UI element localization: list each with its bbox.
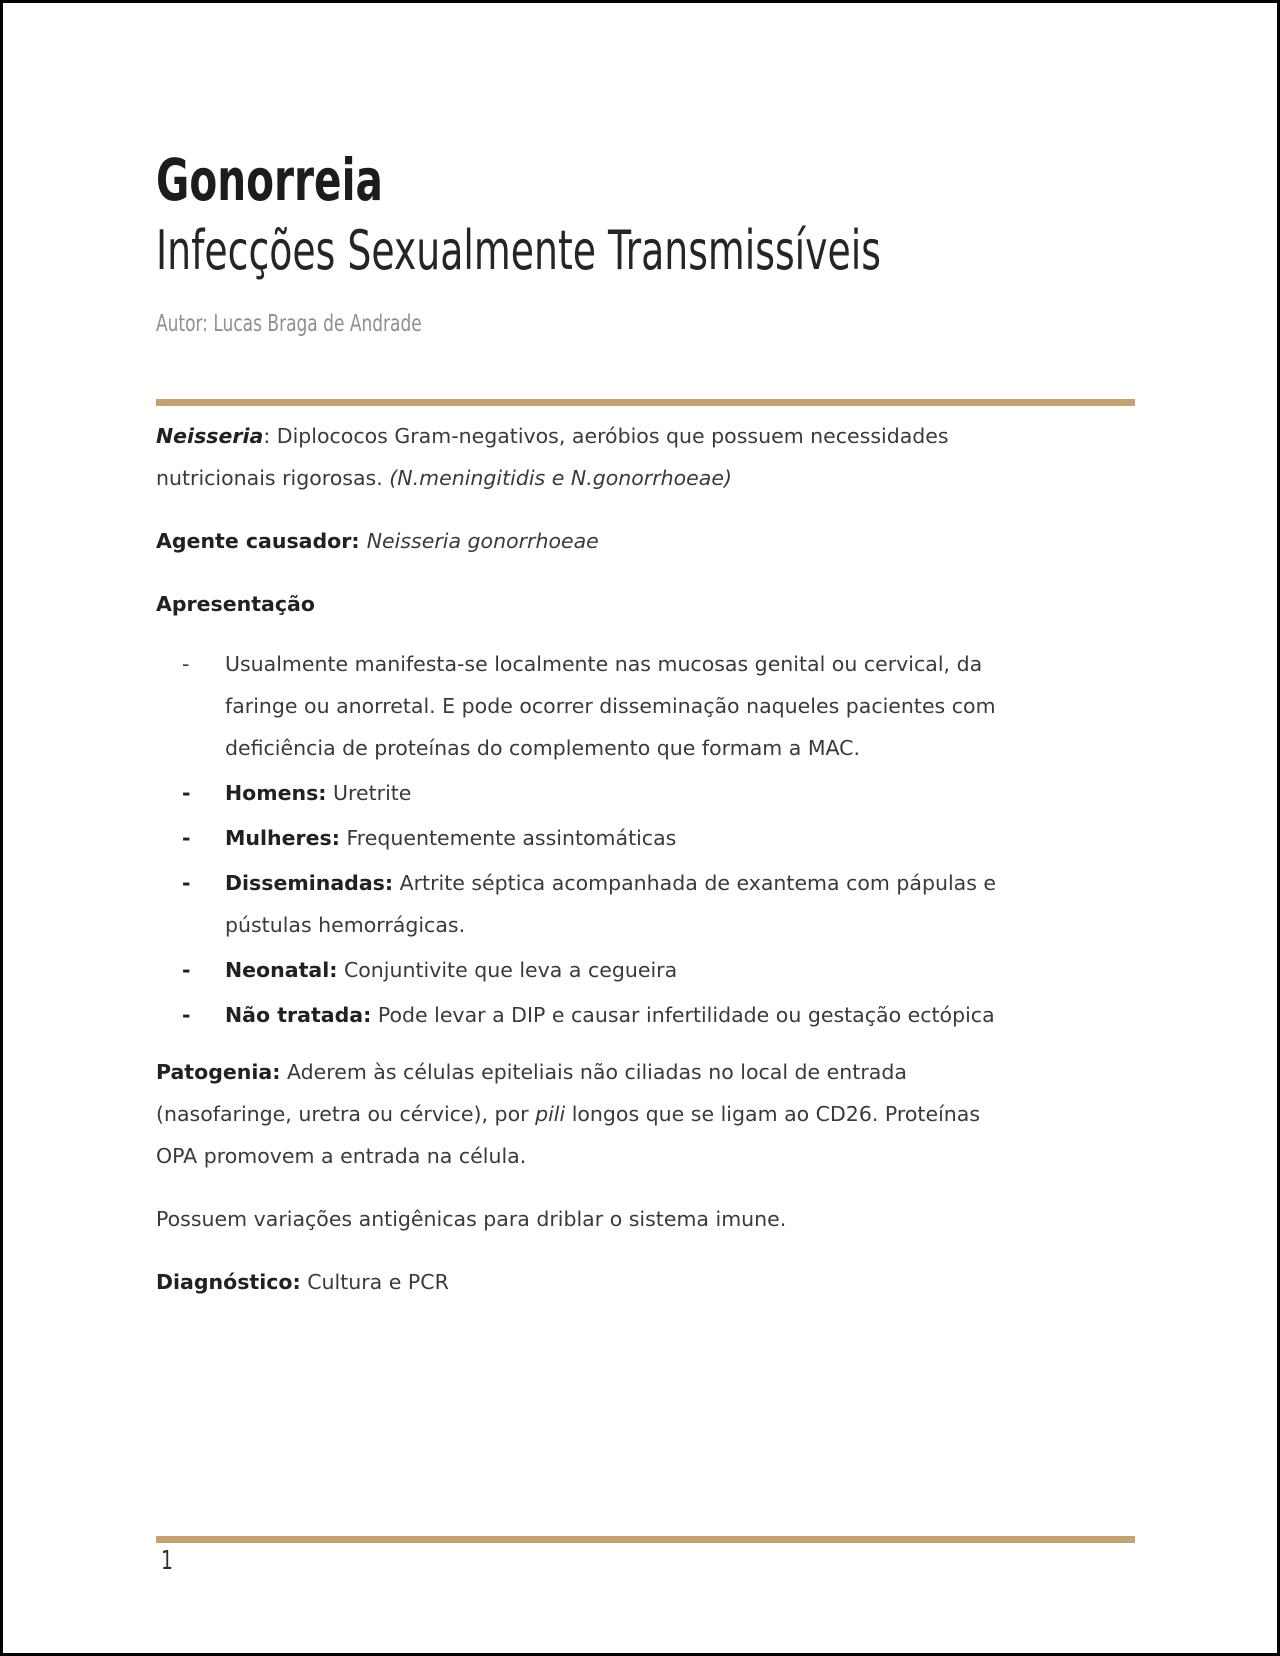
paragraph-text: longos que se ligam ao CD26. Proteínas (565, 1102, 981, 1126)
bullet-text: Frequentemente assintomáticas (339, 826, 677, 850)
bullet-item-mulheres (156, 817, 1136, 859)
term-neisseria: Neisseria (156, 424, 264, 448)
bullet-dash: - (182, 826, 191, 850)
paragraph-agente-causador (156, 520, 1136, 562)
page-title: Gonorreia (156, 146, 383, 214)
bullet-item-neonatal (156, 949, 1136, 991)
paragraph-text: Aderem às células epiteliais não ciliadas no local de entrada (280, 1060, 907, 1084)
page-subtitle: Infecções Sexualmente Transmissíveis (156, 219, 881, 282)
bullet-dash: - (182, 652, 190, 676)
header-rule (156, 399, 1135, 406)
bullet-text: Uretrite (326, 781, 412, 805)
term-pili: pili (535, 1102, 566, 1126)
paragraph-variacoes: Possuem variações antigênicas para driblar o sistema imune. (156, 1207, 787, 1231)
paragraph-text: nutricionais rigorosas. (156, 466, 390, 490)
label-agente-causador: Agente causador: (156, 529, 367, 553)
bullet-label: Disseminadas: (225, 871, 394, 895)
page-number: 1 (161, 1546, 173, 1576)
species-name: Neisseria gonorrhoeae (366, 529, 599, 553)
paragraph-text: : Diplococos Gram-negativos, aeróbios que possuem necessidades (263, 424, 949, 448)
bullet-dash: - (182, 958, 191, 982)
label-patogenia: Patogenia: (156, 1060, 281, 1084)
bullet-item-homens (156, 772, 1136, 814)
paragraph-diagnostico (156, 1261, 1136, 1303)
species-names: (N.meningitidis e N.gonorrhoeae) (389, 466, 732, 490)
bullet-label: Não tratada: (225, 1003, 372, 1027)
document-body (156, 415, 1136, 1324)
bullet-label: Mulheres: (225, 826, 340, 850)
paragraph-patogenia: Patogenia: Aderem às células epiteliais não ciliadas no local de entrada (nasofaringe, uretra ou cérvice), por pili longos que se ligam ao CD26. Proteínas OPA promovem a entrada na célula. (156, 1060, 981, 1168)
paragraph-text: (nasofaringe, uretra ou cérvice), por (156, 1102, 536, 1126)
bullet-label: Neonatal: (225, 958, 338, 982)
author-line: Autor: Lucas Braga de Andrade (156, 311, 422, 337)
bullet-item-nao-tratada (156, 994, 1136, 1036)
bullet-dash: - (182, 781, 191, 805)
bullet-dash: - (182, 1003, 191, 1027)
heading-apresentacao: Apresentação (156, 592, 315, 616)
bullet-text: Artrite séptica acompanhada de exantema com pápulas e (393, 871, 997, 895)
bullet-dash: - (182, 871, 191, 895)
label-diagnostico: Diagnóstico: (156, 1270, 301, 1294)
footer-rule (156, 1536, 1135, 1543)
paragraph-neisseria (156, 415, 1136, 499)
bullet-text: Conjuntivite que leva a cegueira (337, 958, 678, 982)
bullet-list (156, 643, 1136, 1036)
bullet-text: Pode levar a DIP e causar infertilidade ou gestação ectópica (371, 1003, 995, 1027)
bullet-item-usualmente: - Usualmente manifesta-se localmente nas mucosas genital ou cervical, da faringe ou anorretal. E pode ocorrer disseminação naqueles pacientes com deficiência de proteínas do complemento que formam a MAC. (156, 643, 1136, 769)
paragraph-text: Cultura e PCR (300, 1270, 449, 1294)
bullet-label: Homens: (225, 781, 327, 805)
bullet-item-disseminadas: - Disseminadas: Artrite séptica acompanhada de exantema com pápulas e pústulas hemorrágicas. (156, 862, 1136, 946)
